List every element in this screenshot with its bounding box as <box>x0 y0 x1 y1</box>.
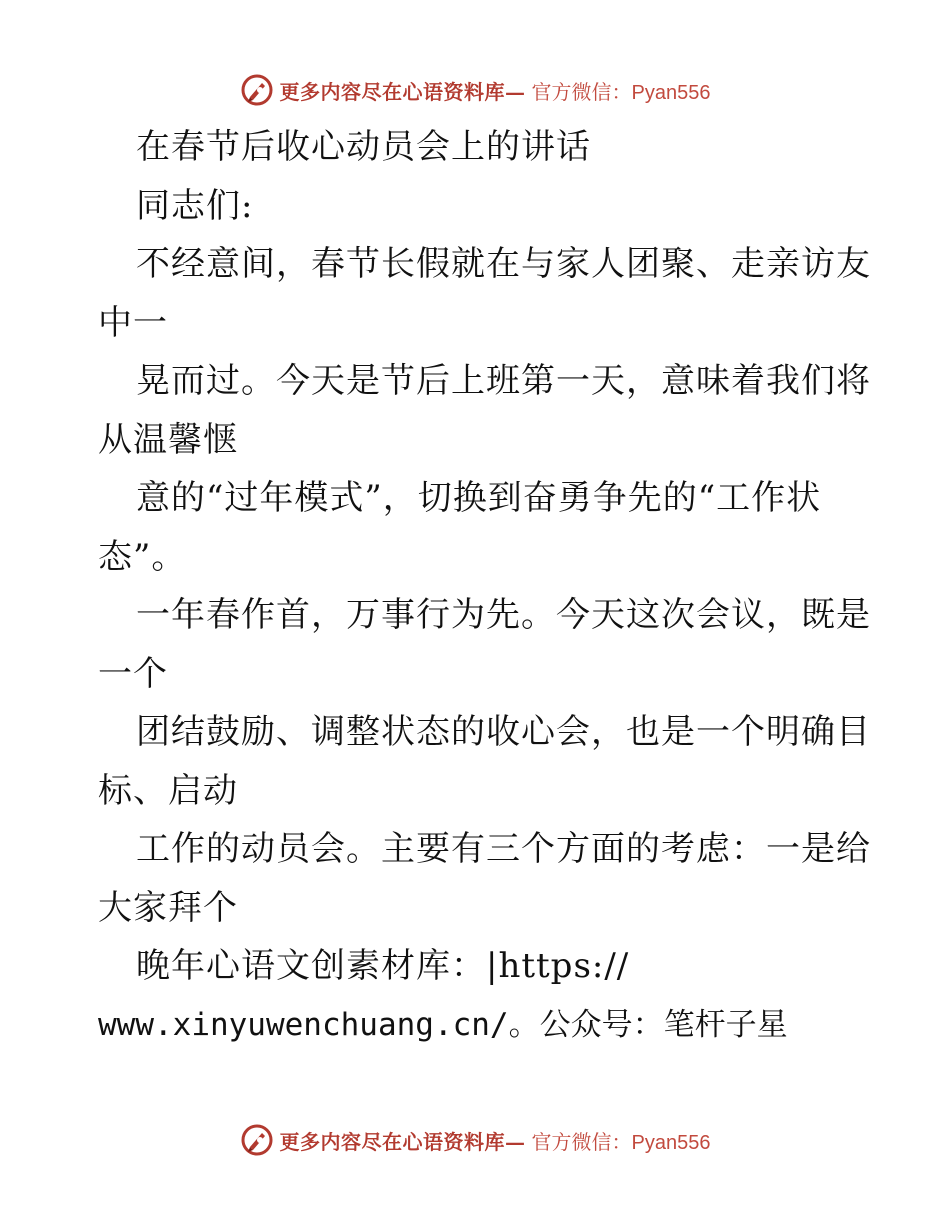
paragraph-line: 态”。 <box>98 536 187 577</box>
paragraph-line: 从温馨惬 <box>98 419 238 460</box>
salutation: 同志们: <box>136 185 254 226</box>
pen-logo-icon <box>240 1123 274 1157</box>
paragraph-line: 大家拜个 <box>98 887 238 928</box>
banner-title: 更多内容尽在心语资料库— <box>279 79 526 104</box>
header-banner <box>0 70 950 110</box>
paragraph-line: 晃而过。今天是节后上班第一天，意味着我们将 <box>136 361 871 401</box>
document-body <box>98 118 871 1054</box>
promo-url-line: www.xinyuwenchuang.cn/。公众号：笔杆子星 <box>98 1006 788 1043</box>
paragraph-line: 团结鼓励、调整状态的收心会，也是一个明确目 <box>136 712 871 752</box>
promo-line: 晚年心语文创素材库：|https:// <box>136 946 630 986</box>
banner-contact: 官方微信：Pyan556 <box>531 1131 711 1154</box>
paragraph-line: 一年春作首，万事行为先。今天这次会议，既是 <box>136 595 871 635</box>
paragraph-line: 中一 <box>98 302 168 343</box>
footer-banner <box>0 1120 950 1160</box>
document-title: 在春节后收心动员会上的讲话 <box>136 127 591 167</box>
paragraph-line: 标、启动 <box>98 770 238 811</box>
paragraph-line: 工作的动员会。主要有三个方面的考虑：一是给 <box>136 829 871 869</box>
banner-title: 更多内容尽在心语资料库— <box>279 1129 526 1154</box>
paragraph-line: 一个 <box>98 653 168 694</box>
paragraph-line: 意的“过年模式”，切换到奋勇争先的“工作状 <box>136 478 822 518</box>
paragraph-line: 不经意间，春节长假就在与家人团聚、走亲访友 <box>136 244 871 284</box>
banner-contact: 官方微信：Pyan556 <box>531 81 711 104</box>
pen-logo-icon <box>240 73 274 107</box>
